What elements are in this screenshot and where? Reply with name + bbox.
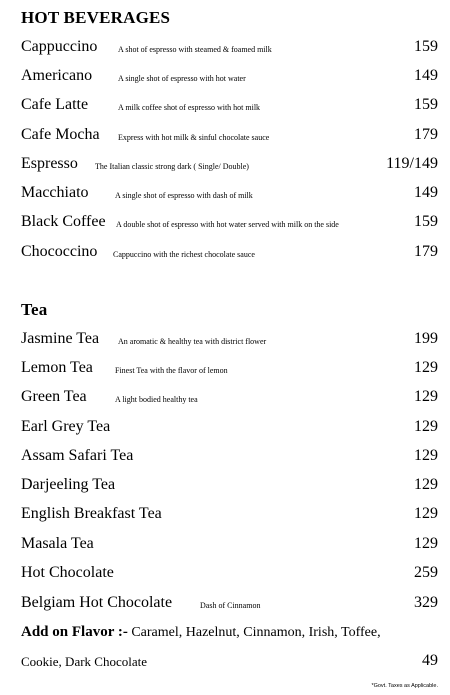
addon-flavor-line2 <box>21 650 438 672</box>
item-name: Jasmine Tea <box>21 330 100 347</box>
addon-flavor-line <box>21 624 438 641</box>
item-description: A light bodied healthy tea <box>115 395 198 404</box>
item-description: An aromatic & healthy tea with district flower <box>118 337 267 346</box>
item-price: 179 <box>414 243 438 260</box>
item-price: 329 <box>414 594 438 611</box>
menu-item-americano <box>21 65 438 87</box>
item-description: A milk coffee shot of espresso with hot milk <box>118 103 261 112</box>
item-price: 129 <box>414 535 438 552</box>
item-price: 129 <box>414 476 438 493</box>
menu-item-espresso <box>21 153 438 175</box>
menu-item-jasmine-tea <box>21 328 438 350</box>
item-price: 159 <box>414 96 438 113</box>
menu-item-masala-tea <box>21 533 438 555</box>
item-description: A shot of espresso with steamed & foamed milk <box>118 45 272 54</box>
item-price: 179 <box>414 126 438 143</box>
item-name: Lemon Tea <box>21 359 93 376</box>
item-description: A single shot of espresso with dash of milk <box>115 191 253 200</box>
menu-item-assam-safari-tea <box>21 445 438 467</box>
menu-item-earl-grey-tea <box>21 416 438 438</box>
item-description: Dash of Cinnamon <box>200 601 261 610</box>
item-name: Chococcino <box>21 243 98 260</box>
menu-item-green-tea <box>21 386 438 408</box>
section-heading-tea: Tea <box>21 300 48 319</box>
item-price: 149 <box>414 67 438 84</box>
item-name: Masala Tea <box>21 535 94 552</box>
item-price: 259 <box>414 564 438 581</box>
item-description: A single shot of espresso with hot water <box>118 74 246 83</box>
item-name: Cappuccino <box>21 38 98 55</box>
item-name: English Breakfast Tea <box>21 505 162 522</box>
item-name: Macchiato <box>21 184 89 201</box>
menu-item-hot-chocolate <box>21 562 438 584</box>
menu-item-cafe-latte <box>21 94 438 116</box>
section-heading-hot-beverages: HOT BEVERAGES <box>21 8 171 27</box>
addon-flavors-line2: Cookie, Dark Chocolate <box>21 654 147 669</box>
menu-item-english-breakfast-tea <box>21 503 438 525</box>
menu-item-chococcino <box>21 241 438 263</box>
item-price: 129 <box>414 359 438 376</box>
item-description: Finest Tea with the flavor of lemon <box>115 366 228 375</box>
item-price: 159 <box>414 38 438 55</box>
item-name: Americano <box>21 67 93 84</box>
item-price: 129 <box>414 388 438 405</box>
item-price: 129 <box>414 447 438 464</box>
item-name: Assam Safari Tea <box>21 447 134 464</box>
item-price: 149 <box>414 184 438 201</box>
menu-item-darjeeling-tea <box>21 474 438 496</box>
item-name: Espresso <box>21 155 78 172</box>
item-price: 199 <box>414 330 438 347</box>
item-description: A double shot of espresso with hot water served with milk on the side <box>116 220 339 229</box>
item-name: Cafe Mocha <box>21 126 100 143</box>
menu-item-belgiam-hot-chocolate <box>21 592 438 614</box>
item-name: Earl Grey Tea <box>21 418 111 435</box>
item-description: Express with hot milk & sinful chocolate sauce <box>118 133 270 142</box>
item-price: 159 <box>414 213 438 230</box>
item-price: 129 <box>414 505 438 522</box>
menu-item-cappuccino <box>21 36 438 58</box>
item-description: Cappuccino with the richest chocolate sauce <box>113 250 255 259</box>
addon-flavors-line1: Caramel, Hazelnut, Cinnamon, Irish, Toffee, <box>131 625 381 640</box>
item-name: Hot Chocolate <box>21 564 114 581</box>
menu-item-black-coffee <box>21 211 438 233</box>
menu-item-lemon-tea <box>21 357 438 379</box>
item-name: Darjeeling Tea <box>21 476 116 493</box>
addon-label: Add on Flavor :- <box>21 624 128 640</box>
item-price: 119/149 <box>386 155 438 172</box>
menu-item-macchiato <box>21 182 438 204</box>
item-description: The Italian classic strong dark ( Single/ Double) <box>95 162 249 171</box>
item-name: Green Tea <box>21 388 87 405</box>
item-name: Belgiam Hot Chocolate <box>21 594 173 611</box>
item-name: Cafe Latte <box>21 96 89 113</box>
item-name: Black Coffee <box>21 213 106 230</box>
item-price: 129 <box>414 418 438 435</box>
tax-footnote: *Govt. Taxes as Applicable. <box>371 683 438 689</box>
addon-price: 49 <box>422 652 438 669</box>
menu-item-cafe-mocha <box>21 124 438 146</box>
